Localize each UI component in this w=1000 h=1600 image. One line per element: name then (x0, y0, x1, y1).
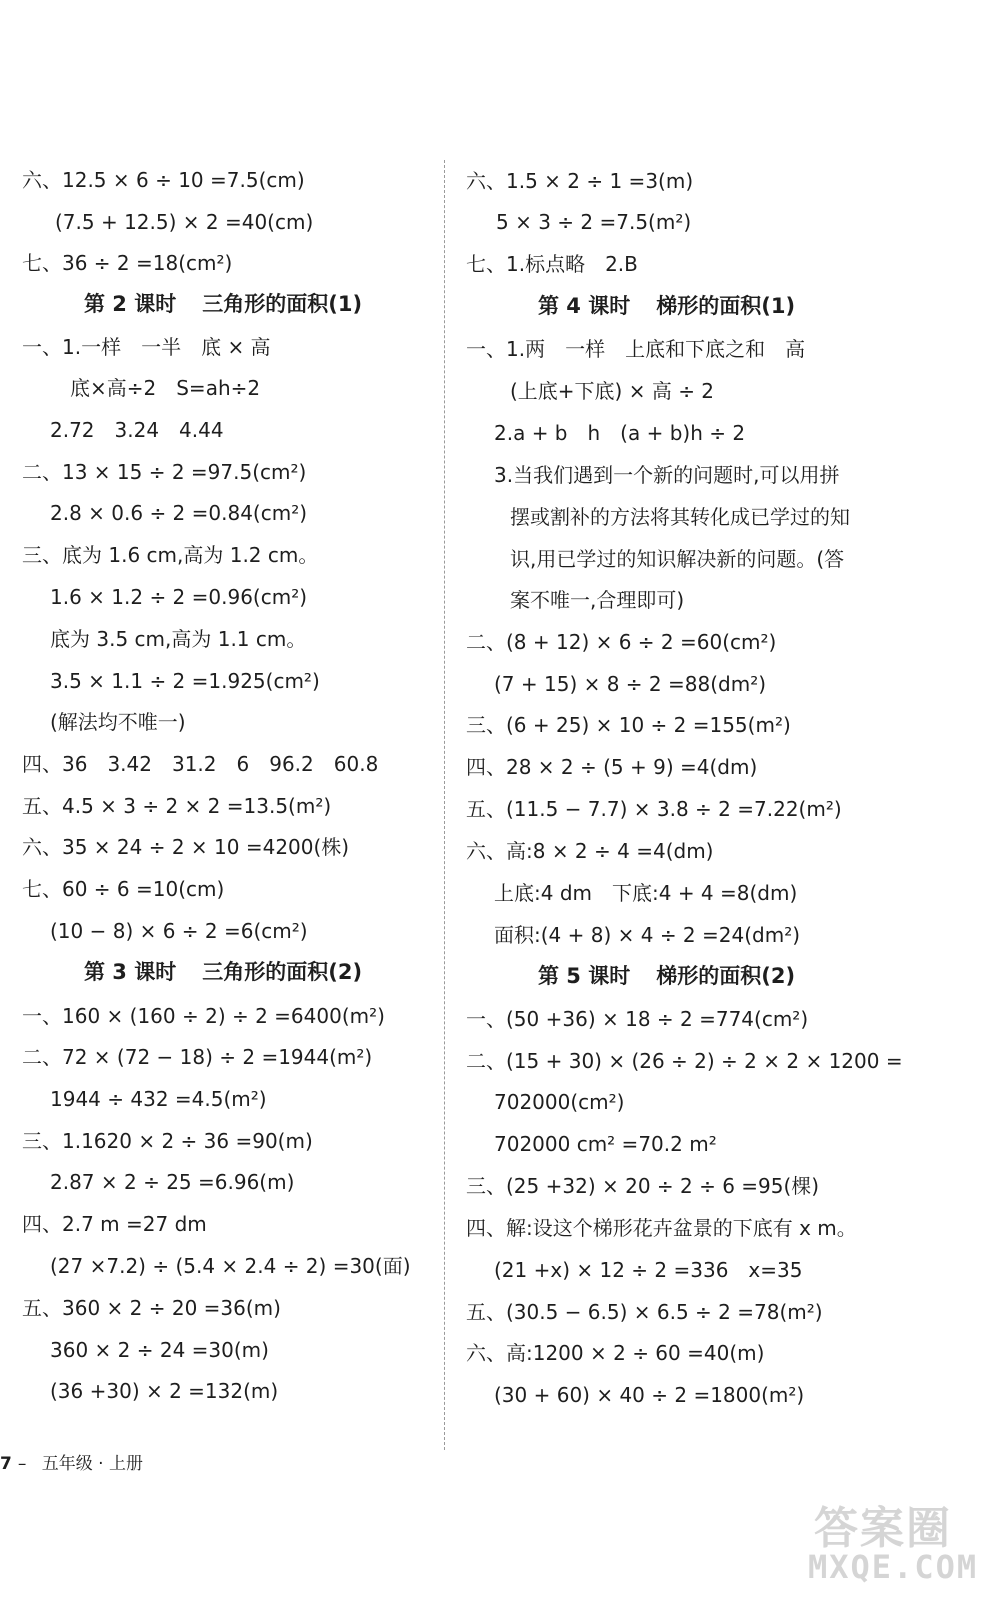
lesson-number: 第 3 课时 (84, 960, 177, 984)
lesson-title: 三角形的面积(2) (202, 960, 363, 984)
answer-line: 四、28 × 2 ÷ (5 + 9) =4(dm) (466, 755, 758, 779)
site-watermark (808, 1492, 988, 1592)
answer-line: 2.87 × 2 ÷ 25 =6.96(m) (50, 1170, 295, 1194)
answer-line: 底×高÷2 S=ah÷2 (70, 376, 261, 400)
answer-line: 一、1.一样 一半 底 × 高 (22, 335, 271, 359)
lesson-title: 梯形的面积(2) (656, 964, 796, 988)
answer-line: 2.72 3.24 4.44 (50, 418, 224, 442)
answer-line: 2.8 × 0.6 ÷ 2 =0.84(cm²) (50, 501, 308, 525)
answer-line: 摆或割补的方法将其转化成已学过的知 (510, 505, 850, 529)
lesson-heading (538, 961, 795, 991)
watermark-domain: MXQE.COM (808, 1548, 979, 1586)
answer-line: 四、36 3.42 31.2 6 96.2 60.8 (22, 752, 379, 776)
answer-line: 底为 3.5 cm,高为 1.1 cm。 (50, 627, 307, 651)
answer-line: (21 +x) × 12 ÷ 2 =336 x=35 (494, 1258, 803, 1282)
footer-dash: – (17, 1454, 27, 1474)
answer-line: (7.5 + 12.5) × 2 =40(cm) (55, 210, 314, 234)
answer-line: 面积:(4 + 8) × 4 ÷ 2 =24(dm²) (494, 923, 801, 947)
answer-line: (上底+下底) × 高 ÷ 2 (510, 379, 715, 403)
lesson-title: 三角形的面积(1) (202, 292, 363, 316)
answer-line: 一、160 × (160 ÷ 2) ÷ 2 =6400(m²) (22, 1004, 385, 1028)
answer-line: (36 +30) × 2 =132(m) (50, 1379, 279, 1403)
lesson-heading (84, 957, 362, 987)
answer-line: 二、13 × 15 ÷ 2 =97.5(cm²) (22, 460, 307, 484)
answer-line: 七、1.标点略 2.B (466, 252, 638, 276)
answer-line: 五、4.5 × 3 ÷ 2 × 2 =13.5(m²) (22, 794, 332, 818)
answer-line: 六、1.5 × 2 ÷ 1 =3(m) (466, 169, 694, 193)
answer-line: 702000(cm²) (494, 1090, 625, 1114)
book-label: 五年级 · 上册 (41, 1454, 143, 1474)
answer-line: 5 × 3 ÷ 2 =7.5(m²) (496, 210, 692, 234)
answer-line: 五、360 × 2 ÷ 20 =36(m) (22, 1296, 281, 1320)
answer-line: (30 + 60) × 40 ÷ 2 =1800(m²) (494, 1383, 805, 1407)
answer-line: 四、2.7 m =27 dm (22, 1212, 207, 1236)
answer-line: 五、(30.5 − 6.5) × 6.5 ÷ 2 =78(m²) (466, 1300, 823, 1324)
lesson-number: 第 2 课时 (84, 292, 177, 316)
lesson-title: 梯形的面积(1) (656, 294, 796, 318)
answer-line: 3.5 × 1.1 ÷ 2 =1.925(cm²) (50, 669, 320, 693)
lesson-number: 第 4 课时 (538, 294, 631, 318)
answer-line: (7 + 15) × 8 ÷ 2 =88(dm²) (494, 672, 767, 696)
column-divider (444, 160, 445, 1450)
answer-line: 702000 cm² =70.2 m² (494, 1132, 717, 1156)
answer-line: 六、高:1200 × 2 ÷ 60 =40(m) (466, 1341, 765, 1365)
answer-line: 1.6 × 1.2 ÷ 2 =0.96(cm²) (50, 585, 308, 609)
watermark-logo-text: 答案圈 (814, 1503, 952, 1554)
answer-line: 3.当我们遇到一个新的问题时,可以用拼 (494, 463, 840, 487)
answer-line: 三、(25 +32) × 20 ÷ 2 ÷ 6 =95(棵) (466, 1174, 820, 1198)
lesson-heading (84, 289, 362, 319)
answer-line: 四、解:设这个梯形花卉盆景的下底有 x m。 (466, 1216, 857, 1240)
lesson-number: 第 5 课时 (538, 964, 631, 988)
page-number: 7 (0, 1454, 12, 1474)
answer-line: 案不唯一,合理即可) (510, 588, 685, 612)
answer-line: 上底:4 dm 下底:4 + 4 =8(dm) (494, 881, 798, 905)
answer-line: (解法均不唯一) (50, 710, 186, 734)
answer-line: 五、(11.5 − 7.7) × 3.8 ÷ 2 =7.22(m²) (466, 797, 842, 821)
answer-line: (27 ×7.2) ÷ (5.4 × 2.4 ÷ 2) =30(面) (50, 1254, 411, 1278)
answer-line: 1944 ÷ 432 =4.5(m²) (50, 1087, 267, 1111)
answer-line: 七、60 ÷ 6 =10(cm) (22, 877, 225, 901)
answer-line: 二、72 × (72 − 18) ÷ 2 =1944(m²) (22, 1045, 373, 1069)
answer-line: 三、底为 1.6 cm,高为 1.2 cm。 (22, 543, 319, 567)
answer-line: 七、36 ÷ 2 =18(cm²) (22, 251, 233, 275)
lesson-heading (538, 291, 795, 321)
page-footer (0, 1452, 143, 1476)
answer-line: 2.a + b h (a + b)h ÷ 2 (494, 421, 746, 445)
answer-line: 一、1.两 一样 上底和下底之和 高 (466, 337, 806, 361)
answer-line: (10 − 8) × 6 ÷ 2 =6(cm²) (50, 919, 308, 943)
answer-line: 360 × 2 ÷ 24 =30(m) (50, 1338, 269, 1362)
answer-line: 六、35 × 24 ÷ 2 × 10 =4200(株) (22, 835, 350, 859)
answer-line: 二、(8 + 12) × 6 ÷ 2 =60(cm²) (466, 630, 777, 654)
answer-line: 二、(15 + 30) × (26 ÷ 2) ÷ 2 × 2 × 1200 = (466, 1049, 903, 1073)
answer-line: 一、(50 +36) × 18 ÷ 2 =774(cm²) (466, 1007, 809, 1031)
answer-line: 三、(6 + 25) × 10 ÷ 2 =155(m²) (466, 713, 791, 737)
answer-line: 六、高:8 × 2 ÷ 4 =4(dm) (466, 839, 714, 863)
answer-line: 识,用已学过的知识解决新的问题。(答 (510, 547, 845, 571)
answer-line: 六、12.5 × 6 ÷ 10 =7.5(cm) (22, 168, 305, 192)
answer-line: 三、1.1620 × 2 ÷ 36 =90(m) (22, 1129, 313, 1153)
